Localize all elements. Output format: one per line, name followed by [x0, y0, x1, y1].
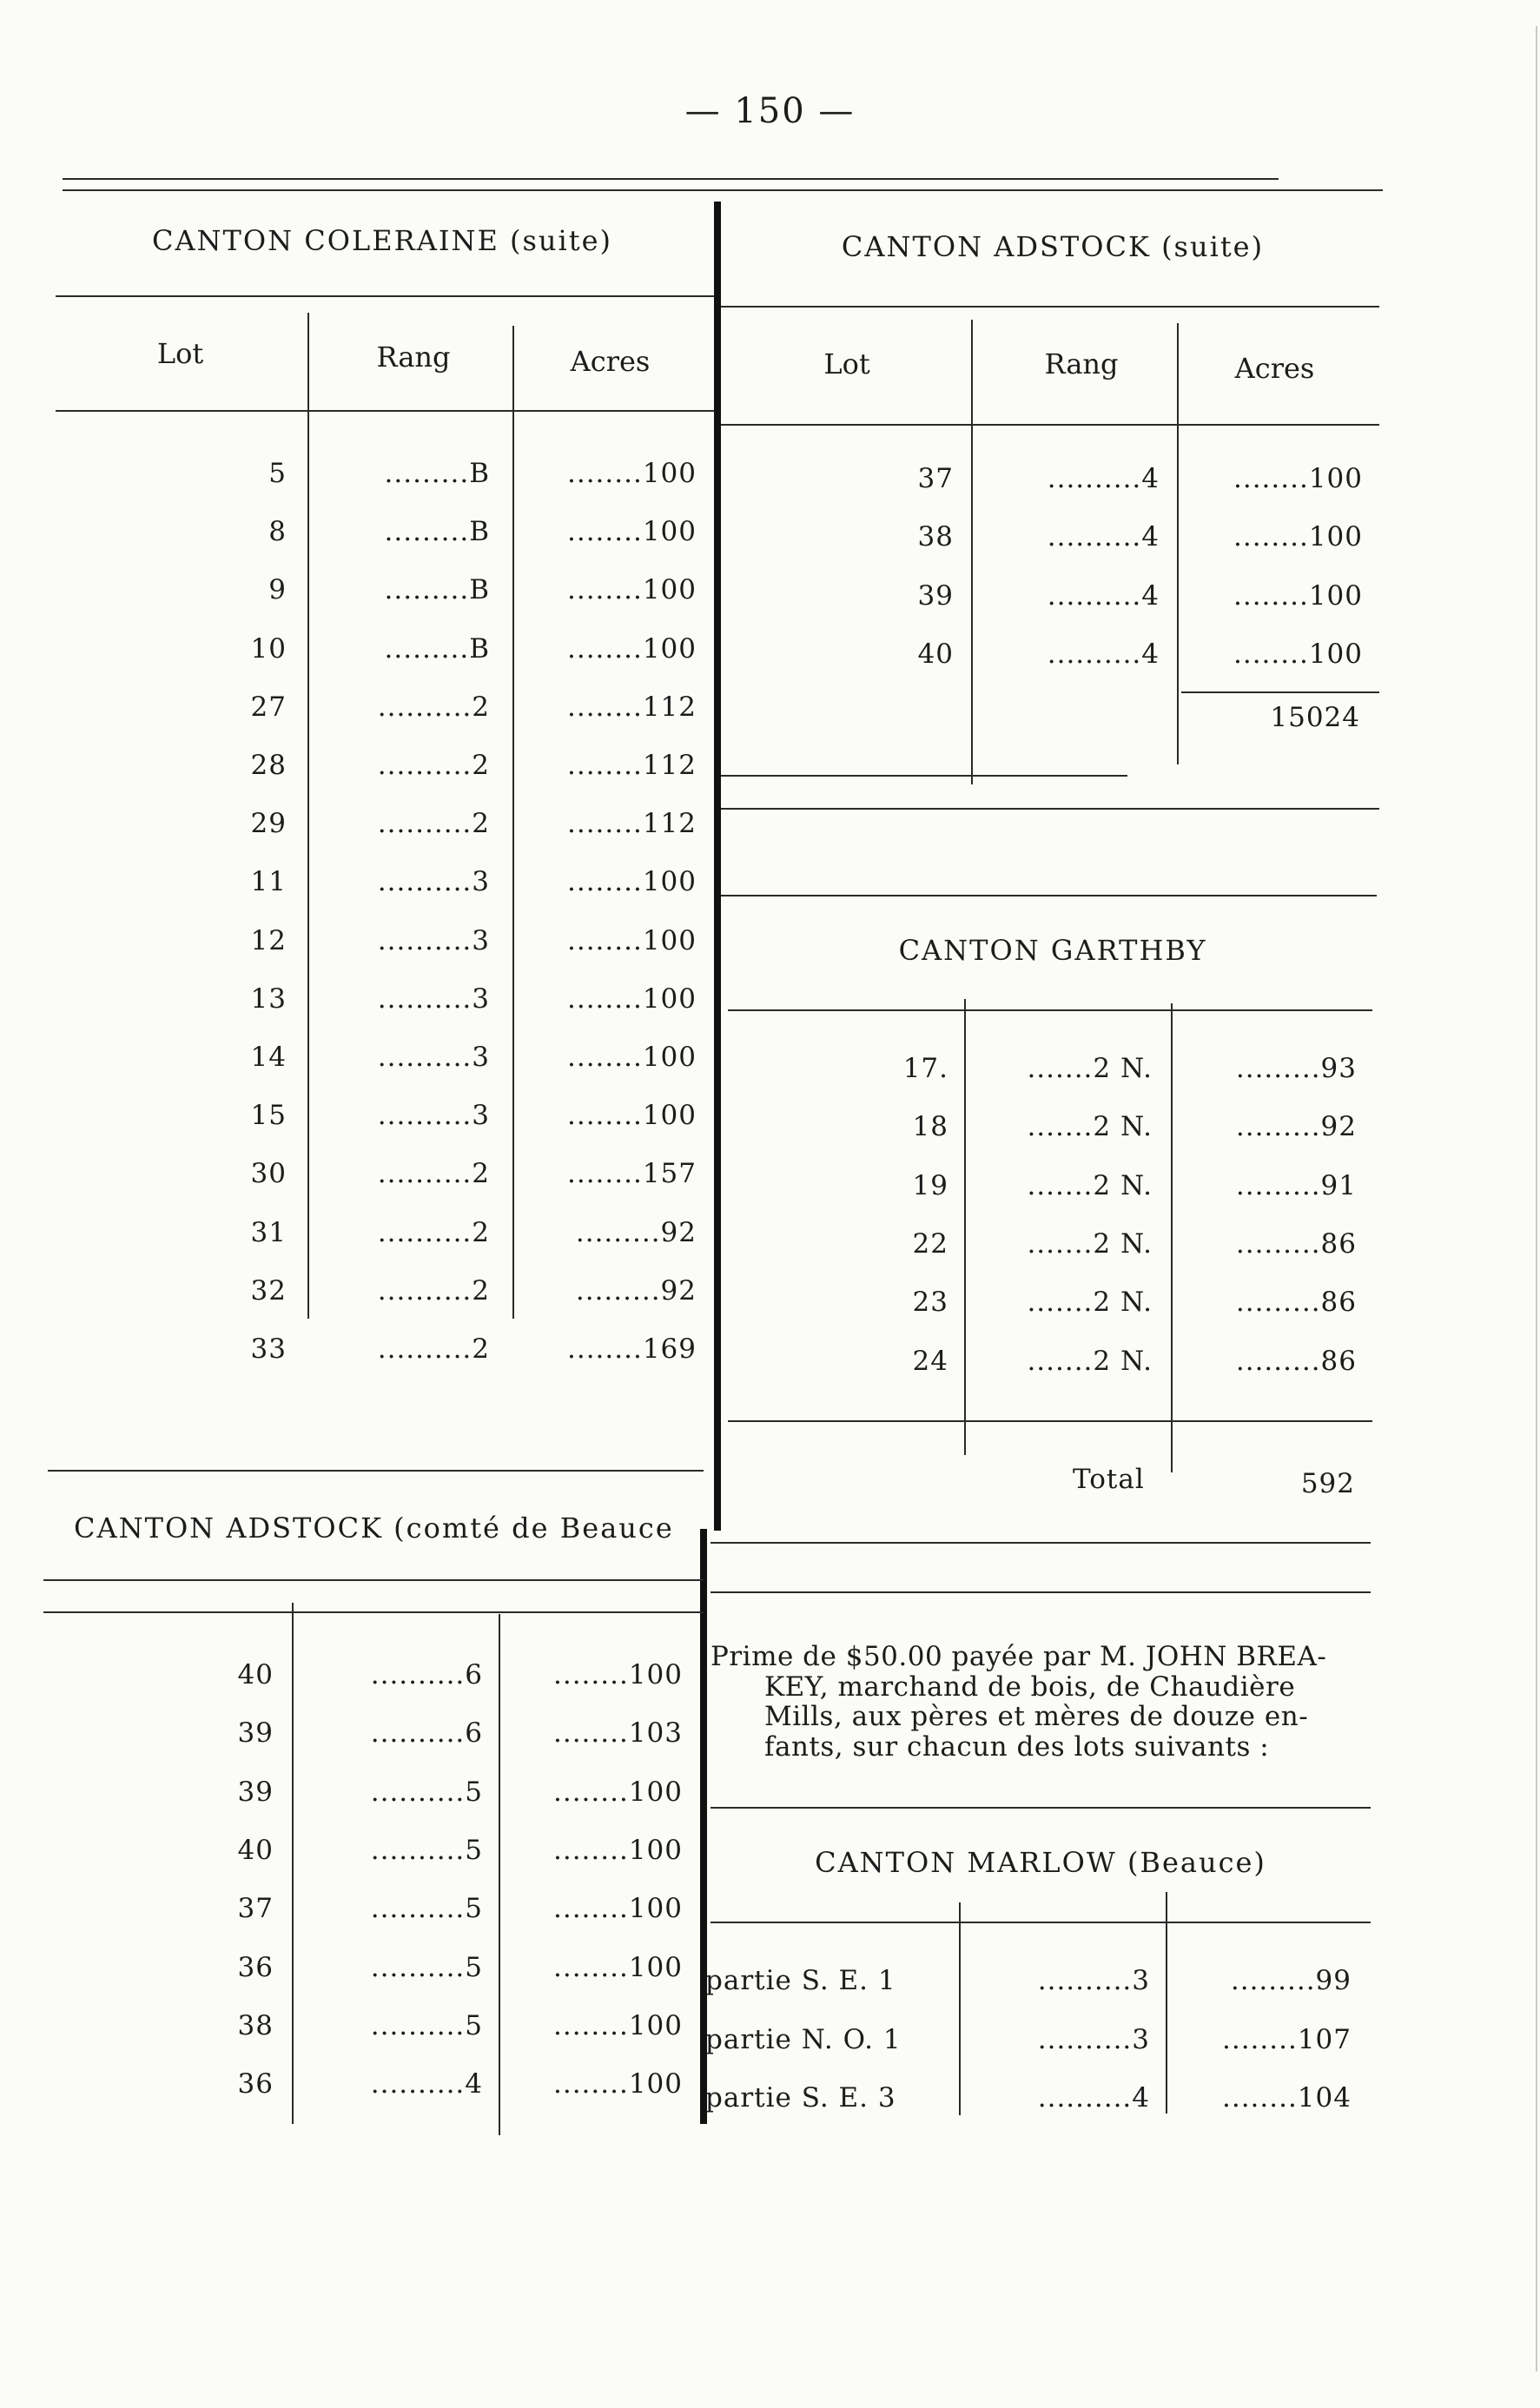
adstock-beauce-row-1-acres: ........100 [552, 1659, 683, 1690]
adstock-beauce-row-5-rang: ..........5 [370, 1893, 483, 1925]
coleraine-row-13-rang: ..........2 [377, 1158, 490, 1190]
adstock-suite-row-3-lot: 39 [917, 579, 954, 612]
garthby-row-3-rang: .......2 N. [1027, 1169, 1153, 1201]
prime-note-line-3: Mills, aux pères et mères de douze en- [764, 1701, 1309, 1733]
coleraine-row-1-acres: ........100 [566, 458, 697, 489]
coleraine-row-11-rang: ..........3 [377, 1042, 490, 1073]
coleraine-row-5-acres: ........112 [566, 691, 697, 723]
adstock-beauce-row-8-lot: 36 [237, 2068, 274, 2100]
coleraine-row-3-lot: 9 [268, 574, 287, 606]
coleraine-row-15-acres: .........92 [575, 1274, 697, 1307]
coleraine-row-3-acres: ........100 [566, 574, 697, 606]
adstock-beauce-row-4-rang: ..........5 [370, 1834, 483, 1866]
garthby-row-4-lot: 22 [912, 1227, 948, 1260]
coleraine-col-acres: Acres [570, 345, 651, 378]
marlow-title: CANTON MARLOW (Beauce) [815, 1846, 1266, 1879]
coleraine-row-9-acres: ........100 [566, 924, 697, 956]
garthby-bottom-rule [728, 1420, 1372, 1422]
marlow-row-1-lot: partie S. E. 1 [705, 1965, 896, 1996]
coleraine-row-9-rang: ..........3 [377, 924, 490, 956]
garthby-row-5-acres: .........86 [1235, 1287, 1357, 1319]
garthby-total-label: Total [1073, 1464, 1145, 1495]
adstock-suite-col-acres: Acres [1234, 352, 1315, 385]
garthby-row-2-lot: 18 [912, 1111, 948, 1143]
marlow-header-rule [711, 1922, 1371, 1923]
garthby-row-2-acres: .........92 [1235, 1111, 1357, 1143]
garthby-row-4-rang: .......2 N. [1027, 1227, 1153, 1260]
coleraine-row-5-rang: ..........2 [377, 691, 490, 723]
adstock-suite-title: CANTON ADSTOCK (suite) [841, 230, 1265, 263]
adstock-beauce-row-2-rang: ..........6 [370, 1717, 483, 1750]
coleraine-col-lot: Lot [156, 337, 204, 370]
coleraine-row-16-rang: ..........2 [377, 1333, 490, 1365]
adstock-beauce-row-7-acres: ........100 [552, 2009, 683, 2041]
adstock-suite-row-2-acres: ........100 [1233, 521, 1363, 553]
adstock-suite-row-3-acres: ........100 [1233, 579, 1363, 612]
adstock-beauce-row-6-lot: 36 [237, 1951, 274, 1983]
prime-note-line-4: fants, sur chacun des lots suivants : [764, 1731, 1270, 1763]
coleraine-row-10-rang: ..........3 [377, 982, 490, 1015]
marlow-row-3-lot: partie S. E. 3 [705, 2082, 896, 2114]
coleraine-row-14-acres: .........92 [575, 1216, 697, 1248]
adstock-suite-row-2-lot: 38 [917, 521, 954, 553]
coleraine-row-1-rang: .........B [384, 458, 490, 489]
coleraine-row-6-lot: 28 [250, 750, 287, 781]
adstock-suite-row-1-acres: ........100 [1233, 463, 1363, 494]
coleraine-col-rule [56, 410, 714, 412]
coleraine-row-2-acres: ........100 [566, 516, 697, 548]
marlow-vsep-2 [1166, 1892, 1167, 2114]
coleraine-title: CANTON COLERAINE (suite) [151, 224, 613, 257]
adstock-beauce-row-3-lot: 39 [237, 1776, 274, 1808]
coleraine-row-4-acres: ........100 [566, 632, 697, 665]
coleraine-row-14-lot: 31 [250, 1216, 287, 1248]
adstock-beauce-row-3-acres: ........100 [552, 1776, 683, 1808]
coleraine-row-5-lot: 27 [250, 691, 287, 723]
top-rule [63, 178, 1279, 180]
marlow-row-1-rang: ..........3 [1037, 1965, 1150, 1996]
adstock-suite-col-rule [721, 424, 1379, 426]
coleraine-row-15-rang: ..........2 [377, 1274, 490, 1307]
coleraine-row-7-rang: ..........2 [377, 808, 490, 840]
garthby-top-rule [721, 895, 1377, 896]
coleraine-row-10-acres: ........100 [566, 982, 697, 1015]
coleraine-row-11-lot: 14 [250, 1042, 287, 1073]
garthby-row-5-rang: .......2 N. [1027, 1287, 1153, 1319]
garthby-end-rule-2 [711, 1591, 1371, 1593]
adstock-suite-total: 15024 [1270, 702, 1360, 733]
adstock-suite-bottom-rule [721, 775, 1127, 777]
adstock-beauce-row-5-acres: ........100 [552, 1893, 683, 1925]
coleraine-row-2-rang: .........B [384, 516, 490, 548]
garthby-row-1-lot: 17. [902, 1053, 948, 1084]
adstock-beauce-rule-2 [43, 1611, 704, 1613]
marlow-row-1-acres: .........99 [1230, 1965, 1352, 1996]
coleraine-row-1-lot: 5 [268, 458, 287, 489]
adstock-beauce-row-5-lot: 37 [237, 1893, 274, 1925]
coleraine-row-16-acres: ........169 [566, 1333, 697, 1365]
prime-note-line-2: KEY, marchand de bois, de Chaudière [764, 1670, 1296, 1703]
page-number: — 150 — [684, 91, 856, 131]
coleraine-row-13-acres: ........157 [566, 1158, 697, 1190]
adstock-beauce-row-8-acres: ........100 [552, 2068, 683, 2100]
coleraine-row-12-lot: 15 [250, 1100, 287, 1132]
garthby-row-4-acres: .........86 [1235, 1227, 1357, 1260]
adstock-suite-header-rule [721, 306, 1379, 308]
coleraine-header-rule [56, 295, 714, 297]
coleraine-row-8-lot: 11 [250, 866, 287, 898]
coleraine-row-8-rang: ..........3 [377, 866, 490, 898]
garthby-title: CANTON GARTHBY [898, 934, 1207, 967]
top-rule-2 [63, 189, 1383, 191]
prime-note [711, 1642, 1371, 1763]
adstock-suite-row-3-rang: ..........4 [1047, 579, 1160, 612]
adstock-suite-col-lot: Lot [823, 347, 870, 380]
adstock-suite-row-4-rang: ..........4 [1047, 638, 1160, 670]
center-divider-upper [714, 202, 721, 1531]
adstock-beauce-rule-1 [43, 1579, 704, 1581]
coleraine-col-rang: Rang [376, 341, 451, 374]
garthby-row-3-lot: 19 [912, 1169, 948, 1201]
coleraine-row-6-acres: ........112 [566, 750, 697, 781]
adstock-beauce-row-2-acres: ........103 [552, 1717, 683, 1750]
coleraine-row-4-lot: 10 [250, 632, 287, 665]
garthby-row-6-acres: .........86 [1235, 1345, 1357, 1377]
adstock-suite-row-4-lot: 40 [917, 638, 954, 670]
garthby-row-6-rang: .......2 N. [1027, 1345, 1153, 1377]
marlow-top-rule [711, 1807, 1371, 1809]
coleraine-row-9-lot: 12 [250, 924, 287, 956]
adstock-beauce-row-2-lot: 39 [237, 1717, 274, 1750]
garthby-row-1-acres: .........93 [1235, 1053, 1357, 1084]
coleraine-row-12-acres: ........100 [566, 1100, 697, 1132]
marlow-row-3-acres: ........104 [1221, 2082, 1352, 2114]
adstock-suite-row-4-acres: ........100 [1233, 638, 1363, 670]
coleraine-row-12-rang: ..........3 [377, 1100, 490, 1132]
marlow-row-2-acres: ........107 [1221, 2023, 1352, 2055]
adstock-beauce-title: CANTON ADSTOCK (comté de Beauce [74, 1512, 674, 1545]
coleraine-row-7-lot: 29 [250, 808, 287, 840]
adstock-beauce-row-7-rang: ..........5 [370, 2009, 483, 2041]
coleraine-row-13-lot: 30 [250, 1158, 287, 1190]
adstock-beauce-row-6-rang: ..........5 [370, 1951, 483, 1983]
garthby-row-6-lot: 24 [912, 1345, 948, 1377]
garthby-total: 592 [1300, 1468, 1355, 1499]
adstock-beauce-vsep-2 [499, 1614, 500, 2135]
coleraine-row-3-rang: .........B [384, 574, 490, 606]
adstock-beauce-row-7-lot: 38 [237, 2009, 274, 2041]
coleraine-row-8-acres: ........100 [566, 866, 697, 898]
garthby-row-3-acres: .........91 [1235, 1169, 1357, 1201]
adstock-beauce-row-8-rang: ..........4 [370, 2068, 483, 2100]
coleraine-row-10-lot: 13 [250, 982, 287, 1015]
adstock-suite-row-1-lot: 37 [917, 463, 954, 494]
garthby-header-rule [728, 1009, 1372, 1011]
coleraine-row-7-acres: ........112 [566, 808, 697, 840]
coleraine-row-15-lot: 32 [250, 1274, 287, 1307]
coleraine-row-16-lot: 33 [250, 1333, 287, 1365]
marlow-row-2-lot: partie N. O. 1 [705, 2023, 902, 2055]
adstock-suite-col-rang: Rang [1044, 347, 1119, 380]
marlow-row-3-rang: ..........4 [1037, 2082, 1150, 2114]
scan-edge [1536, 26, 1537, 2372]
adstock-suite-bottom-rule-2 [721, 808, 1379, 810]
adstock-beauce-row-3-rang: ..........5 [370, 1776, 483, 1808]
adstock-beauce-row-4-lot: 40 [237, 1834, 274, 1866]
garthby-row-2-rang: .......2 N. [1027, 1111, 1153, 1143]
adstock-suite-row-1-rang: ..........4 [1047, 463, 1160, 494]
coleraine-row-2-lot: 8 [268, 516, 287, 548]
adstock-suite-total-rule [1181, 691, 1379, 693]
adstock-beauce-row-1-lot: 40 [237, 1659, 274, 1690]
coleraine-row-6-rang: ..........2 [377, 750, 490, 781]
coleraine-row-11-acres: ........100 [566, 1042, 697, 1073]
garthby-end-rule [711, 1542, 1371, 1544]
adstock-beauce-row-1-rang: ..........6 [370, 1659, 483, 1690]
prime-note-line-1: Prime de $50.00 payée par M. JOHN BREA- [711, 1641, 1327, 1672]
adstock-suite-row-2-rang: ..........4 [1047, 521, 1160, 553]
adstock-beauce-row-6-acres: ........100 [552, 1951, 683, 1983]
garthby-row-1-rang: .......2 N. [1027, 1053, 1153, 1084]
adstock-beauce-row-4-acres: ........100 [552, 1834, 683, 1866]
adstock-beauce-top-rule [48, 1470, 704, 1472]
garthby-row-5-lot: 23 [912, 1287, 948, 1319]
marlow-row-2-rang: ..........3 [1037, 2023, 1150, 2055]
coleraine-row-14-rang: ..........2 [377, 1216, 490, 1248]
coleraine-row-4-rang: .........B [384, 632, 490, 665]
